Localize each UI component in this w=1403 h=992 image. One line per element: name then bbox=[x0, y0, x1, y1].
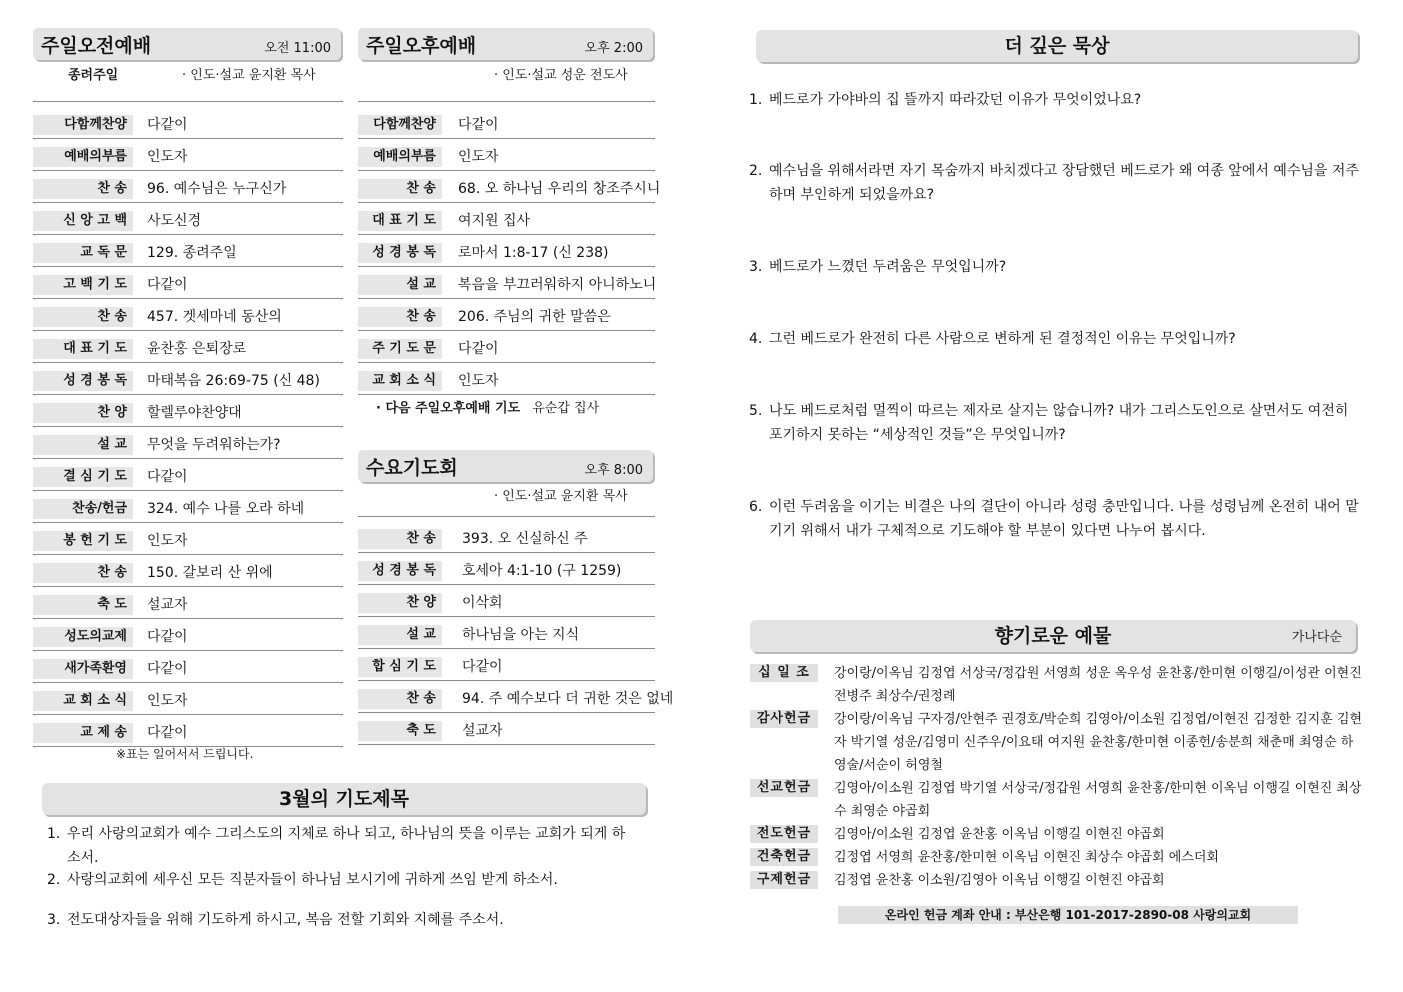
order-value: 324. 예수 나를 오라 하네 bbox=[147, 501, 305, 517]
item-number: 1. bbox=[47, 826, 61, 842]
offering-category: 십 일 조 bbox=[750, 664, 818, 682]
order-row bbox=[33, 491, 343, 523]
order-value: 인도자 bbox=[147, 693, 188, 709]
order-value: 206. 주님의 귀한 말씀은 bbox=[458, 309, 611, 325]
order-row bbox=[358, 139, 655, 171]
order-row bbox=[33, 395, 343, 427]
order-label: 결 심 기 도 bbox=[33, 467, 133, 487]
order-label: 축 도 bbox=[358, 721, 442, 741]
order-row bbox=[33, 555, 343, 587]
order-row bbox=[358, 553, 655, 585]
order-label: 대 표 기 도 bbox=[33, 339, 133, 359]
divider bbox=[358, 516, 655, 517]
order-row bbox=[358, 203, 655, 235]
order-row bbox=[33, 203, 343, 235]
order-value: 인도자 bbox=[147, 533, 188, 549]
order-row bbox=[33, 107, 343, 139]
afternoon-order-list bbox=[358, 107, 661, 395]
offering-category: 구제헌금 bbox=[750, 871, 818, 889]
order-value: 96. 예수님은 누구신가 bbox=[147, 181, 287, 197]
next-prayer bbox=[376, 397, 599, 416]
offering-group bbox=[750, 662, 1365, 708]
order-value: 호세아 4:1-10 (구 1259) bbox=[462, 563, 622, 579]
morning-worship-title: 주일오전예배 bbox=[41, 35, 152, 57]
order-row bbox=[33, 715, 343, 747]
item-text: 전도대상자들을 위해 기도하게 하시고, 복음 전할 기회와 지혜를 주소서. bbox=[67, 912, 504, 928]
offering-group bbox=[750, 846, 1365, 869]
offering-header bbox=[750, 620, 1356, 652]
prayer-topics-list bbox=[47, 822, 637, 934]
offering-group bbox=[750, 823, 1365, 846]
order-value: 설교자 bbox=[462, 723, 503, 739]
order-label: 교 독 문 bbox=[33, 243, 133, 263]
order-value: 다같이 bbox=[147, 469, 188, 485]
order-label: 예배의부름 bbox=[358, 147, 442, 167]
item-text: 우리 사랑의교회가 예수 그리스도의 지체로 하나 되고, 하나님의 뜻을 이루는 교회가 되게 하소서. bbox=[67, 826, 626, 866]
order-value: 복음을 부끄러워하지 아니하노니 bbox=[458, 277, 657, 293]
order-value: 여지원 집사 bbox=[458, 213, 531, 229]
order-label: 설 교 bbox=[358, 275, 442, 295]
morning-worship-time: 오전 11:00 bbox=[264, 41, 331, 56]
list-item bbox=[749, 327, 1365, 351]
order-label: 찬송/헌금 bbox=[33, 499, 133, 519]
order-value: 68. 오 하나님 우리의 창조주시니 bbox=[458, 181, 661, 197]
morning-worship-header bbox=[33, 28, 341, 60]
item-number: 3. bbox=[47, 912, 61, 928]
order-row bbox=[358, 299, 655, 331]
order-label: 합 심 기 도 bbox=[358, 657, 442, 677]
order-row bbox=[358, 363, 655, 395]
order-value: 로마서 1:8-17 (신 238) bbox=[458, 245, 609, 261]
order-label: 새가족환영 bbox=[33, 659, 133, 679]
offering-order: 가나다순 bbox=[1291, 630, 1342, 645]
list-item bbox=[47, 908, 637, 932]
offering-group bbox=[750, 708, 1365, 777]
order-row bbox=[358, 521, 655, 553]
offering-group bbox=[750, 869, 1365, 892]
order-label: 찬 양 bbox=[33, 403, 133, 423]
order-value: 이삭회 bbox=[462, 595, 503, 611]
order-row bbox=[33, 651, 343, 683]
order-value: 457. 겟세마네 동산의 bbox=[147, 309, 282, 325]
item-number: 5. bbox=[749, 403, 763, 419]
item-number: 2. bbox=[47, 872, 61, 888]
order-row bbox=[33, 363, 343, 395]
order-label: 성도의교제 bbox=[33, 627, 133, 647]
order-label: 대 표 기 도 bbox=[358, 211, 442, 231]
list-item bbox=[749, 399, 1365, 447]
order-row bbox=[358, 585, 655, 617]
order-value: 윤찬홍 은퇴장로 bbox=[147, 341, 247, 357]
order-row bbox=[33, 267, 343, 299]
item-number: 1. bbox=[749, 92, 763, 108]
afternoon-worship-header bbox=[358, 28, 653, 60]
order-value: 다같이 bbox=[462, 659, 503, 675]
order-row bbox=[33, 523, 343, 555]
item-text: 그런 베드로가 완전히 다른 사람으로 변하게 된 결정적인 이유는 무엇입니까? bbox=[769, 331, 1236, 347]
wednesday-prayer-title: 수요기도회 bbox=[366, 457, 458, 479]
order-label: 찬 송 bbox=[358, 529, 442, 549]
item-number: 6. bbox=[749, 499, 763, 515]
order-value: 인도자 bbox=[147, 149, 188, 165]
list-item bbox=[47, 822, 637, 870]
wednesday-leader: · 인도·설교 윤지환 목사 bbox=[494, 489, 628, 504]
item-text: 베드로가 가야바의 집 뜰까지 따라갔던 이유가 무엇이었나요? bbox=[769, 92, 1142, 108]
meditation-header: 더 깊은 묵상 bbox=[756, 30, 1358, 62]
item-text: 사랑의교회에 세우신 모든 직분자들이 하나님 보시기에 귀하게 쓰임 받게 하소서. bbox=[67, 872, 558, 888]
order-label: 봉 헌 기 도 bbox=[33, 531, 133, 551]
order-value: 인도자 bbox=[458, 149, 499, 165]
offering-title: 향기로운 예물 bbox=[994, 625, 1112, 647]
order-label: 찬 송 bbox=[358, 689, 442, 709]
divider bbox=[358, 101, 655, 102]
order-label: 고 백 기 도 bbox=[33, 275, 133, 295]
order-value: 다같이 bbox=[147, 117, 188, 133]
order-row bbox=[33, 683, 343, 715]
standing-note: ※표는 일어서서 드립니다. bbox=[116, 747, 254, 761]
order-row bbox=[358, 713, 655, 745]
order-row bbox=[358, 649, 655, 681]
item-text: 베드로가 느꼈던 두려움은 무엇입니까? bbox=[769, 259, 1007, 275]
order-row bbox=[358, 267, 655, 299]
order-label: 찬 양 bbox=[358, 593, 442, 613]
order-value: 다같이 bbox=[458, 117, 499, 133]
order-value: 393. 오 신실하신 주 bbox=[462, 531, 588, 547]
list-item bbox=[749, 88, 1365, 112]
item-text: 예수님을 위해서라면 자기 목숨까지 바치겠다고 장담했던 베드로가 왜 여종 앞에서 예수님을 저주하며 부인하게 되었을까요? bbox=[769, 163, 1359, 203]
offering-category: 건축헌금 bbox=[750, 848, 818, 866]
order-value: 무엇을 두려워하는가? bbox=[147, 437, 281, 453]
order-value: 사도신경 bbox=[147, 213, 202, 229]
offering-names: 김정엽 서영희 윤찬홍/한미현 이옥님 이현진 최상수 야곱회 에스더회 bbox=[834, 850, 1219, 865]
item-number: 4. bbox=[749, 331, 763, 347]
order-label: 찬 송 bbox=[33, 179, 133, 199]
order-row bbox=[358, 171, 661, 203]
order-row bbox=[33, 587, 343, 619]
offering-category: 선교헌금 bbox=[750, 779, 818, 797]
order-row bbox=[358, 107, 655, 139]
order-row bbox=[33, 235, 343, 267]
order-value: 다같이 bbox=[147, 661, 188, 677]
order-label: 다함께찬양 bbox=[358, 115, 442, 135]
wednesday-order-list bbox=[358, 521, 674, 745]
offering-names: 김정엽 윤찬홍 이소원/김영아 이옥님 이행길 이현진 야곱회 bbox=[834, 873, 1165, 888]
list-item bbox=[749, 159, 1365, 207]
order-row bbox=[358, 235, 655, 267]
order-label: 찬 송 bbox=[358, 179, 442, 199]
list-item bbox=[749, 495, 1365, 543]
item-text: 이런 두려움을 이기는 비결은 나의 결단이 아니라 성령 충만입니다. 나를 성령님께 온전히 내어 맡기기 위해서 내가 구체적으로 기도해야 할 부분이 있다면 나누어 봅시다. bbox=[769, 499, 1359, 539]
order-label: 신 앙 고 백 bbox=[33, 211, 133, 231]
order-value: 129. 종려주일 bbox=[147, 245, 237, 261]
offering-names: 김영아/이소원 김정엽 윤찬홍 이옥님 이행길 이현진 야곱회 bbox=[834, 827, 1165, 842]
order-row bbox=[358, 617, 655, 649]
order-label: 교 회 소 식 bbox=[33, 691, 133, 711]
morning-order-list bbox=[33, 107, 343, 747]
next-prayer-name: 유순갑 집사 bbox=[532, 401, 600, 416]
item-text: 나도 베드로처럼 멀찍이 따르는 제자로 살지는 않습니까? 내가 그리스도인으로 살면서도 여전히 포기하지 못하는 “세상적인 것들”은 무엇입니까? bbox=[769, 403, 1349, 443]
list-item bbox=[749, 255, 1365, 279]
order-label: 찬 송 bbox=[358, 307, 442, 327]
afternoon-worship-title: 주일오후예배 bbox=[366, 35, 477, 57]
wednesday-prayer-time: 오후 8:00 bbox=[584, 463, 643, 478]
order-value: 다같이 bbox=[458, 341, 499, 357]
order-value: 다같이 bbox=[147, 629, 188, 645]
order-label: 예배의부름 bbox=[33, 147, 133, 167]
order-row bbox=[33, 619, 343, 651]
morning-season: 종려주일 bbox=[68, 68, 119, 83]
order-label: 축 도 bbox=[33, 595, 133, 615]
order-value: 94. 주 예수보다 더 귀한 것은 없네 bbox=[462, 691, 674, 707]
next-prayer-label: · 다음 주일오후예배 기도 bbox=[376, 401, 521, 416]
order-label: 찬 송 bbox=[33, 563, 133, 583]
order-row bbox=[33, 171, 343, 203]
order-value: 인도자 bbox=[458, 373, 499, 389]
wednesday-prayer-header bbox=[358, 450, 653, 482]
offering-category: 감사헌금 bbox=[750, 710, 818, 728]
order-label: 성 경 봉 독 bbox=[358, 561, 442, 581]
order-label: 성 경 봉 독 bbox=[33, 371, 133, 391]
item-number: 2. bbox=[749, 163, 763, 179]
order-label: 다함께찬양 bbox=[33, 115, 133, 135]
afternoon-worship-time: 오후 2:00 bbox=[584, 41, 643, 56]
account-info: 온라인 헌금 계좌 안내 : 부산은행 101-2017-2890-08 사랑의교회 bbox=[838, 906, 1298, 924]
order-value: 설교자 bbox=[147, 597, 188, 613]
meditation-questions bbox=[749, 88, 1365, 548]
order-row bbox=[33, 427, 343, 459]
offering-names: 김영아/이소원 김정엽 박기열 서상국/정갑원 서영희 윤찬홍/한미현 이옥님 이행길 이현진 최상수 최영순 야곱회 bbox=[834, 781, 1362, 819]
morning-leader: · 인도·설교 윤지환 목사 bbox=[182, 68, 316, 83]
offering-names: 강이랑/이옥님 구자경/안현주 권경호/박순희 김영아/이소원 김정엽/이현진 김정한 김지훈 김현자 박기열 성운/김영미 신주우/이요태 여지원 윤찬홍/한미현 이종헌/송분희 채춘매 최영순 하영술/서순이 허영철 bbox=[834, 712, 1363, 773]
order-row bbox=[33, 139, 343, 171]
order-value: 다같이 bbox=[147, 277, 188, 293]
order-label: 설 교 bbox=[358, 625, 442, 645]
list-item bbox=[47, 868, 637, 892]
prayer-topics-header: 3월의 기도제목 bbox=[42, 783, 646, 815]
offering-names: 강이랑/이옥님 김정엽 서상국/정갑원 서영희 성운 옥우성 윤찬홍/한미현 이행길/이성관 이현진 전병주 최상수/권정례 bbox=[834, 666, 1362, 704]
order-value: 마태복음 26:69-75 (신 48) bbox=[147, 373, 320, 389]
order-value: 할렐루야찬양대 bbox=[147, 405, 242, 421]
order-value: 하나님을 아는 지식 bbox=[462, 627, 580, 643]
order-row bbox=[33, 459, 343, 491]
order-value: 150. 갈보리 산 위에 bbox=[147, 565, 273, 581]
order-label: 찬 송 bbox=[33, 307, 133, 327]
order-label: 교 회 소 식 bbox=[358, 371, 442, 391]
order-row bbox=[33, 331, 343, 363]
divider bbox=[33, 101, 343, 102]
order-row bbox=[358, 681, 674, 713]
offering-list bbox=[750, 662, 1365, 892]
order-value: 다같이 bbox=[147, 725, 188, 741]
item-number: 3. bbox=[749, 259, 763, 275]
order-label: 교 제 송 bbox=[33, 723, 133, 743]
order-row bbox=[33, 299, 343, 331]
offering-group bbox=[750, 777, 1365, 823]
order-label: 주 기 도 문 bbox=[358, 339, 442, 359]
afternoon-leader: · 인도·설교 성운 전도사 bbox=[494, 68, 628, 83]
order-label: 설 교 bbox=[33, 435, 133, 455]
order-row bbox=[358, 331, 655, 363]
offering-category: 전도헌금 bbox=[750, 825, 818, 843]
order-label: 성 경 봉 독 bbox=[358, 243, 442, 263]
